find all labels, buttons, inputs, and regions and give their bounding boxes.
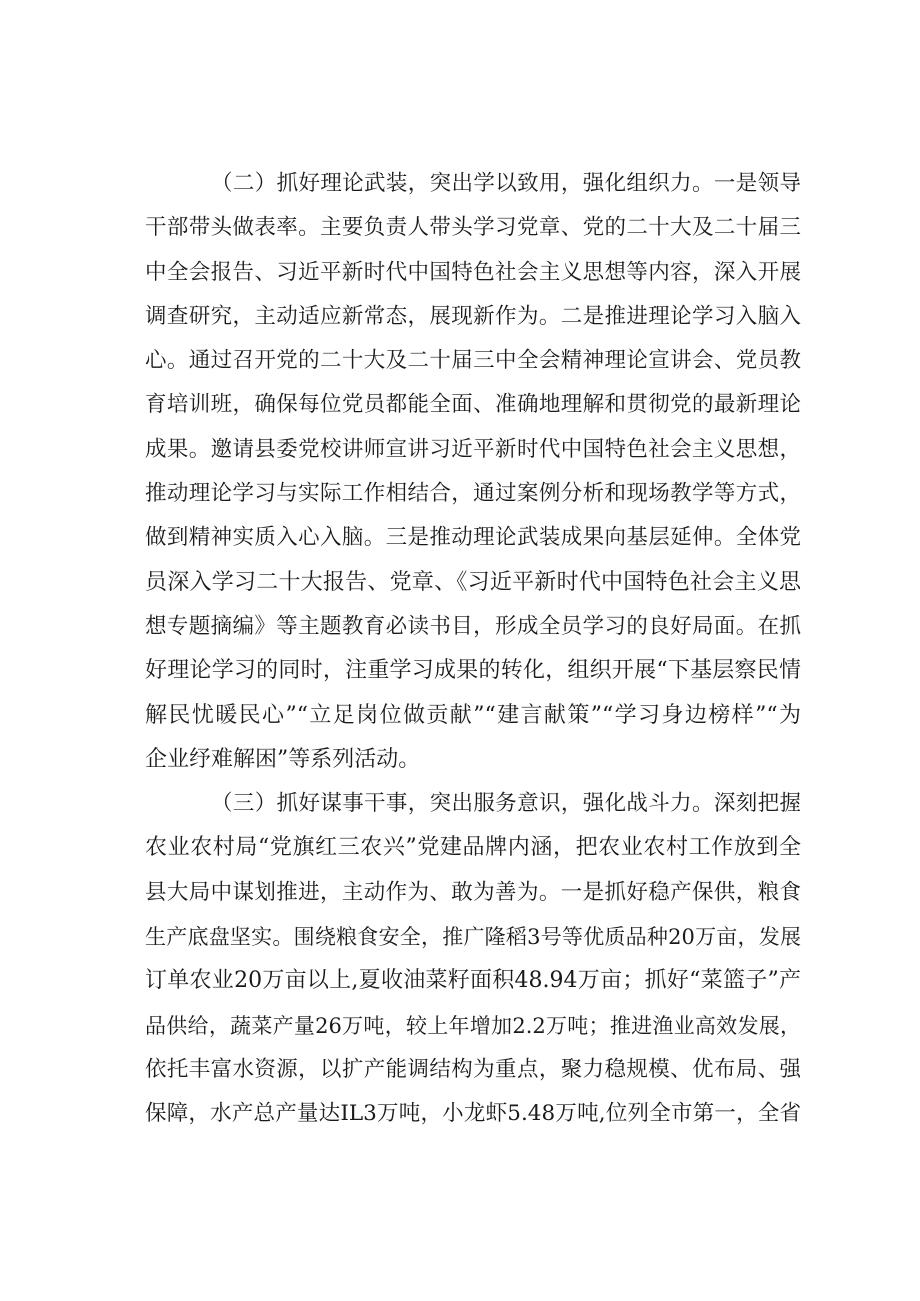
text-line: 依托丰富水资源，以扩产能调结构为重点，聚力稳规模、优布局、强	[145, 1056, 801, 1082]
text-line: 推动理论学习与实际工作相结合，通过案例分析和现场教学等方式，	[145, 481, 801, 507]
text-line: 心。通过召开党的二十大及二十届三中全会精神理论宣讲会、党员教	[145, 348, 801, 374]
text-line: 好理论学习的同时，注重学习成果的转化，组织开展“下基层察民情	[145, 658, 801, 684]
text-line: 想专题摘编》等主题教育必读书目，形成全员学习的良好局面。在抓	[145, 613, 801, 639]
document-body	[145, 162, 801, 1137]
paragraph-3	[145, 782, 801, 1136]
text-line: 干部带头做表率。主要负责人带头学习党章、党的二十大及二十届三	[145, 215, 801, 241]
text-line: 订单农业20万亩以上,夏收油菜籽面积48.94万亩；抓好“菜篮子”产	[145, 968, 801, 994]
text-line: （二）抓好理论武装，突出学以致用，强化组织力。一是领导	[211, 171, 801, 196]
text-line: 县大局中谋划推进，主动作为、敢为善为。一是抓好稳产保供，粮食	[145, 879, 801, 905]
text-line: 育培训班，确保每位党员都能全面、准确地理解和贯彻党的最新理论	[145, 392, 801, 418]
text-line: 成果。邀请县委党校讲师宣讲习近平新时代中国特色社会主义思想，	[145, 436, 801, 462]
text-line: 解民忧暖民心”“立足岗位做贡献”“建言献策”“学习身边榜样”“为	[145, 702, 801, 728]
text-line: 生产底盘坚实。围绕粮食安全，推广隆稻3号等优质品种20万亩，发展	[145, 925, 801, 950]
text-line: 做到精神实质入心入脑。三是推动理论武装成果向基层延伸。全体党	[145, 525, 801, 551]
text-line: 员深入学习二十大报告、党章、《习近平新时代中国特色社会主义思	[145, 569, 801, 595]
text-line: 中全会报告、习近平新时代中国特色社会主义思想等内容，深入开展	[145, 259, 801, 285]
text-line: 保障，水产总产量达IL3万吨，小龙虾5.48万吨,位列全市第一，全省	[145, 1101, 801, 1127]
text-line: 企业纾难解困”等系列活动。	[145, 746, 421, 772]
text-line: 调查研究，主动适应新常态，展现新作为。二是推进理论学习入脑入	[145, 303, 801, 329]
text-line: 农业农村局“党旗红三农兴”党建品牌内涵，把农业农村工作放到全	[145, 835, 801, 861]
paragraph-2	[145, 162, 801, 782]
text-line: （三）抓好谋事干事，突出服务意识，强化战斗力。深刻把握	[211, 791, 801, 817]
text-line: 品供给，蔬菜产量26万吨，较上年增加2.2万吨；推进渔业高效发展，	[145, 1013, 801, 1038]
